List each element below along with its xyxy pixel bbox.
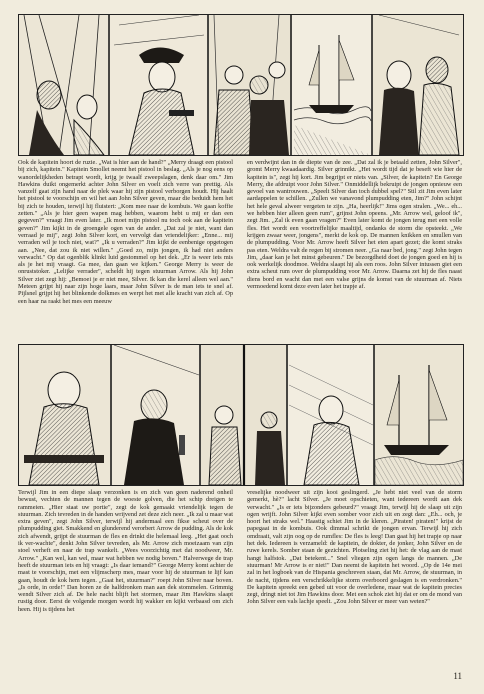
panel-1 (19, 345, 111, 485)
panel-4 (292, 15, 372, 155)
text-block-bottom (18, 489, 462, 661)
panel-5 (373, 15, 463, 155)
paragraph: en verdwijnt dan in de diepte van de zee. „Dat zal ik je betaald zetten, John Silver", gromt Merry kwaadaardig. Silver grinnikt. „Het wordt tijd dat je beseft wie hier de kapitein is", zegt hij kort. Jim begrijpt er niets van. „Silver, de kapitein? En George Merry, die afdruipt voor John Silver." Onmiddellijk bekruipt de jongen opnieuw een gevoel van wantrouwen. „Speelt Silver dan toch dubbel spel?" Stil zit Jim even later aardappelen te schillen. „Zullen we vanavond plumpudding eten, Jim?" John schijnt het hele geval alweer vergeten te zijn. „Ha, heerlijk!" Jims ogen stralen. „We... eh... we hebben hier alleen geen rum", grijnst John opeens. „Mr. Arrow wel, geloof ik", zegt Jim. „Zal ik even gaan vragen?" Even later komt de jongen terug met een volle fles. Het wordt een voortreffelijke maaltijd, ondanks de storm die opsteekt. „We krijgen zwaar weer, jongens", merkt de kok op. De mannen knikken en smullen van de plumpudding. Voor Mr. Arrow heeft Silver het eten apart gezet; die komt straks pas eten. Weldra valt de regen bij stromen neer. „Ga naar bed, jong." zegt John tegen Jim, „daar kan je het minst gebeuren." De bezorgdheid doet de jongen goed en hij is ook werkelijk doodmoe. Weldra slaapt hij als een roos. John Silver intussen giet een extra scheut rum over de plumpudding voor Mr. Arrow. Daarna zet hij de fles naast diens bord en wacht dan met een valse grijns de komst van de stuurman af. Niets vermoedend komt deze even later het trapje af. (247, 159, 462, 291)
panel-3 (201, 345, 287, 485)
panel-1 (19, 15, 109, 155)
paragraph: Ook de kapitein hoort de ruzie. „Wat is hier aan de hand?" „Merry draagt een pistool bij zich, kapitein." Kapitein Smollet neemt het pistool in beslag. „Als je nog eens op wanordelijkheden betrapt wordt, krijg je twaalf zweepslagen, denk daar om." Jim Hawkins duikt ongemerkt achter John Silver en voelt zich verre van prettig. Als vanzelf gaat zijn hand naar de plek waar hij zijn pistool verborgen houdt. Hij haalt het pistool te voorschijn en wil het aan John Silver geven, maar die beduidt hem het bij zich te houden, terwijl hij fluistert: „Kom mee naar de kombuis. We gaan koffie zetten." „Als je hier geen wapen mag hebben, waarom hebt u mij er dan een gegeven?" vraagt Jim even later. „Ik moet mijn pistool nu toch ook aan de kapitein geven?" Jim kijkt in de groengele ogen van de ander. „Dat zal je niet, want dan verraad je mij", zegt John Silver kort, en vervolgt dan vriendelijker: „Enne... mij verraden wil je toch niet, wat?" „Ik u verraden?" Jim kijkt de eenbenige opgetogen aan. „Nee, dat zou ik niet willen." „Goed zo, mijn jongen, ik had niet anders verwacht." Op dat ogenblik klinkt luid gestommel op het dek. „Er is weer iets mis als je het mij vraagt. Ga mee, dan gaan we kijken." George Merry is weer de onruststoker. „Lelijke verrader", scheldt hij tegen stuurman Arrow. Als hij John Silver ziet zegt hij: „Bemoei je er niet mee, Silver. Ik kan die kerel alleen wel aan." Meteen grijpt hij naar zijn hoge laars, maar John Silver is de man iets te snel af. Pijlsnel grijpt hij het blinkende dolkmes en werpt het met alle kracht van zich af. Op een haar na raakt het mes een meeuw (18, 159, 233, 305)
text-block-top (18, 159, 462, 339)
comic-strip-bottom (18, 344, 464, 486)
panel-2 (112, 345, 200, 485)
paragraph: Terwijl Jim in een diepe slaap verzonken is en zich van geen naderend onheil bewust, vechten de mannen tegen de woeste golven, die het schip dreigen te rammeien. „Hier staat uw portie", zegt de kok gemaakt vriendelijk tegen de stuurman. Zich tevreden in de handen wrijvend zet deze zich neer. „Ik zal u maar wat extra geven", zegt John Silver, terwijl hij andermaal een fikse scheut over de plumpudding giet. Smakkend en glunderend verorbert Arrow de pudding. Als de kok zich afwendt, grijpt de stuurman de fles en drinkt die helemaal leeg. „Het gaat ooch ik ver-wachte", denkt John Silver tevreden, als Mr. Arrow zich moeizaam van zijn stoel verheft en naar de trap wankelt. „Wees voorzichtig met dat noodweer, Mr. Arrow." „Kan wel, kan wel, maar wat hebben we nodig boven." Halverwege de trap heeft de stuurman iets en hij vraagt: „Is daar iemand?" George Merry komt achter de mast te voorschijn, met een vlijmscherp mes, maar voor hij de stuurman te lijf kan gaan, houdt de kok hem tegen. „Gaat het, stuurman?" roept John Silver naar boven. „Is orde, in orde!" Dan horen ze de halfdronken man aan dek stommelen. Grimmig wendt Silver zich af. De hele nacht blijft het stormen, maar Jim Hawkins slaapt rustig door. Eerst de volgende morgen wordt hij wakker en kijkt verbaasd om zich heen. Hij is tijdens het (18, 489, 233, 613)
comic-strip-top (18, 14, 464, 156)
paragraph: vreselijke noodweer uit zijn kooi geslingerd. „Je hebt niet veel van de storm gemerkt, hè?" lacht Silver. „Je moet opschieten, want iedereen wordt aan dek verwacht." „Is er iets bijzonders gebeurd?" vraagt Jim, terwijl hij de slaap uit zijn ogen wrijft. John Silver kijkt even somber voor zich uit en zegt dan: „Eh... och, je hoort het straks wel." Haastig schiet Jim in de kleren. „Piraten! piraten!" krijst de papegaai in de kombuis. Ook dimmal schrikt de jongen ervan. Terwijl hij zich omdraait, valt zijn oog op de rumfles: De fles is leeg! Dan gaat hij het trapje op naar het dek. Iedereen is verzameld: de kapitein, de dokter, de jonker, John Silver en de ruwe kerels. Somber staan de gezichten. Plotseling ziet hij het: de vlag aan de mast hangt halfstok. „Dat betekent..." Snel vliegen zijn ogen langs de mannen. „De stuurman! Mr Arrow is er niet!" Dan neemt de kapitein het woord. „Op de 14e mei zal in het logboek van de Hispania geschreven staan, dat Mr. Arrow, de stuurman, in de nacht, tijdens een verschrikkelijke storm overboord geslagen is en verdronken." De kapitein spreekt een gebed uit voor de overledene, maar wat de kapitein precies zegt, dringt niet tot Jim Hawkins door. Met een schok ziet hij dat er om de mond van John Silver een vals lachje speelt. „Zou John Silver er meer van weten?" (247, 489, 462, 606)
text-column-bottom-left (18, 489, 233, 661)
page-number: 11 (453, 671, 462, 681)
text-column-top-right (247, 159, 462, 339)
panel-3 (209, 15, 291, 155)
panel-4 (288, 345, 374, 485)
panel-5 (375, 345, 463, 485)
comic-strip-bottom-art (19, 345, 463, 485)
text-column-bottom-right (247, 489, 462, 661)
comic-strip-top-art (19, 15, 463, 155)
panel-2 (110, 15, 208, 155)
text-column-top-left (18, 159, 233, 339)
